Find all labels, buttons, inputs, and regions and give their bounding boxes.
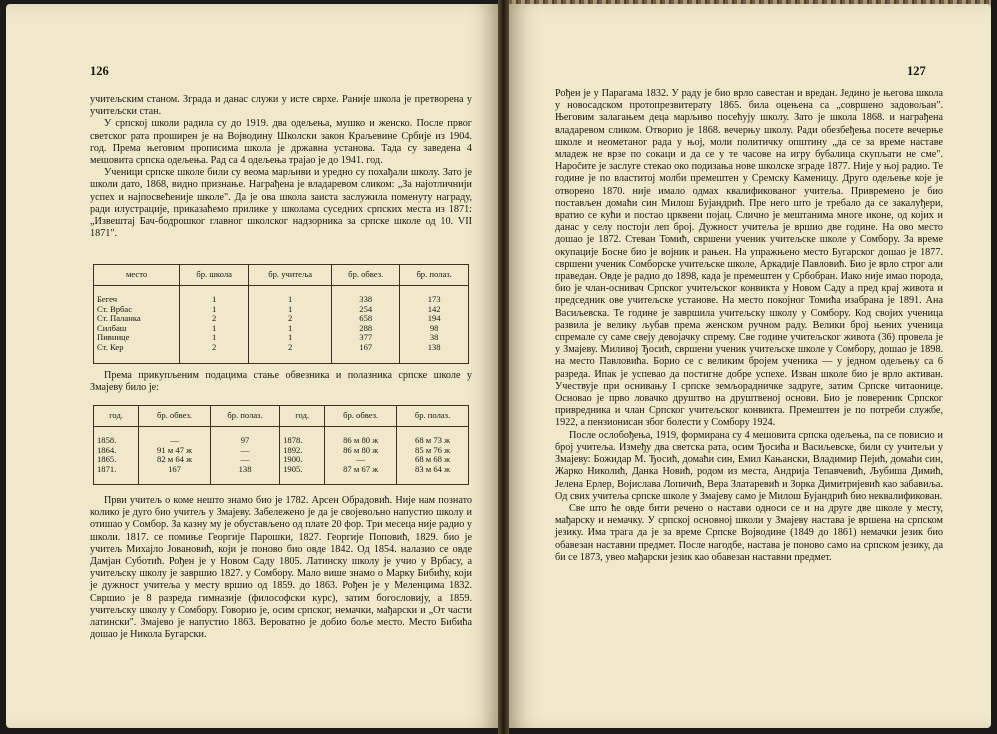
cell: 288 — [332, 324, 400, 334]
cell: 87 м 67 ж — [325, 465, 397, 485]
cell: 142 — [400, 305, 469, 315]
cell: 1 — [249, 286, 332, 305]
right-text — [555, 88, 943, 564]
cell: 1 — [180, 305, 249, 315]
cell: 91 м 47 ж — [139, 446, 211, 456]
table-row — [94, 314, 469, 324]
column-header: год. — [94, 406, 139, 427]
cell: 338 — [332, 286, 400, 305]
cell: 194 — [400, 314, 469, 324]
column-header: бр. обвез. — [332, 265, 400, 286]
cell: 2 — [180, 314, 249, 324]
table-row — [94, 324, 469, 334]
cell: 2 — [249, 343, 332, 363]
cell: 1871. — [94, 465, 139, 485]
paragraph: Први учитељ о коме нешто знамо био је 1782. Арсен Обрадовић. Није нам познато колико је дуго био учитељ у Змајеву. Забележено је да је својевољно напустио школу и отишао у Сомбор. За казну му је обустављено од плате 20 фор. Три месеца није радио у школи. 1817. се помиње Георгије Парошки, 1827. Георгије Поповић, 1829. био је учитељ Михајло Јовановић, који је поново био овде 1842. Од 1854. налазио се овде Дамјан Суботић. Рођен је у Новом Саду 1805. Латинску школу је учио у Врбасу, а учитељску школу је завршио 1827. у Сомбору. Мало више знамо о Марку Бибићу, који је дужност учитеља у месту вршио од 1859. до 1863. Рођен је у Меленцима 1832. Свршио је 8 разреда гимназије (философски курс), затим богословију, а 1859. учитељску школу у Сомбору. Говорио је, осим српског, немачки, мађарски и „От части латински". Змајево је напустио 1863. Вероватно је добио боље место. Место Бибића дошао је Никола Бугарски. — [90, 495, 472, 641]
cell: 83 м 64 ж — [397, 465, 469, 485]
table-row — [94, 286, 469, 305]
cell: — — [210, 455, 279, 465]
cell: 98 — [400, 324, 469, 334]
cell: 68 м 68 ж — [397, 455, 469, 465]
cell: 38 — [400, 333, 469, 343]
paragraph: Према прикупљеним подацима стање обвезника и полазника српске школе у Змајеву било је: — [90, 370, 472, 394]
paragraph: После ослобођења, 1919, формирана су 4 мешовита српска одељења, па се повисио и број учитеља. Између два светска рата, осим Ђосића и Васиљевске, били су учитељи у Змајеву: Божидар М. Ђосић, домаћи син, Емил Кањански, Владимир Пејић, домаћи син, Жарко Николић, Данка Новић, родом из места, Андрија Тепавчевић, Љубиша Димић, Јелена Ерлер, Војислава Лопичић, Вера Златаревић и Зорка Димитријевић као забавиља. Од свих учитеља српске школе у Змајеву само је Милош Бујандрић био неквалификован. — [555, 429, 943, 502]
column-header: бр. полаз. — [400, 265, 469, 286]
cell: 1864. — [94, 446, 139, 456]
cell: 1 — [249, 324, 332, 334]
cell: — — [210, 446, 279, 456]
cell: Бегеч — [94, 286, 180, 305]
cell: 167 — [332, 343, 400, 363]
table-row — [94, 343, 469, 363]
cell: 82 м 64 ж — [139, 455, 211, 465]
book-gutter — [498, 0, 509, 734]
cell: 68 м 73 ж — [397, 427, 469, 446]
column-header: место — [94, 265, 180, 286]
cell: 1865. — [94, 455, 139, 465]
cell: Ст. Паланка — [94, 314, 180, 324]
cell: 1905. — [280, 465, 325, 485]
right-page — [509, 4, 991, 728]
cell: 138 — [210, 465, 279, 485]
paragraph: Рођен је у Парагама 1832. У раду је био врло савестан и вредан. Једино је његова школа у новосадском протопрезвитерату 1865. била оцењена са „совршено задовољан". Његовим залагањем деца марљиво посећују школу. Зато је школа 1868. и награђена владаревом сликом. Отворио је 1868. вечерњу школу. Ради обезбеђења посете вечерње школе и неометаног рада у њој, моли политичку општину „да се за време наставе младеж не врзе по сокаци и да се у те часове на игру бубалица скупљати не сме". Нароčите је заслуге стекао око подизања нове школске зграде 1877. Није у њој радио. Те године је по властитој молби премештен у Сремску Каменицу. Друго одељење које је отворено 1870. није имало одмах квалификованог учитеља. Привремено је био постављен домаћи син Милош Бујандрић. Пре него што је требало да се закалуђери, вратио се кући и постао црквени појац. Слично је мештанима многе иконе, од којих и данас у селу постоји леп број. Дужност учитеља је вршио две године. На ово место дошао је 1872. Стеван Томић, свршени ученик учитељске школе у Сомбору. За време окупације Босне био је војник и рањен. На упражњено место Бугарског дошао је 1877. свршени ученик Сомборске учитељске школе, Аркадије Павловић. Био је врло строг али праведан. Овде је радио до 1898, када је премештен у Србобран. Иако није имао порода, био је члан-оснивач Српског учитељског конвикта у Новом Саду а пред крај живота и председник ове учитељске установе. На место покојног Томића изабрана је 1891. Ана Васиљевска. Те године је завршила учитељску школу у Сомбору. Код својих ученица развила је велику љубав према женском ручном раду. Велики број њених ученица спремале су саме свеју девојачку спрему. Све године учитељског живота (36) провела је у Змајеву. Миливој Ђосић, свршени ученик учитељске школе у Сомбору, дошао је 1898. на место Павловића. Борио се с великим бројем ученика — у једном одељењу са 6 разреда. Ипак је успевао да постигне добре успехе. Изван школе био је врло активан. Учествује при оснивању I српске земљорадничке задруге, затим Српске читаонице. Основао је прво ловачко друштво на друштвеној основи. Био је повереник Српског привредника и члан Српског учитељског конвикта. Премештен је по потреби службе, 1922, а пензионисан због болести у Сомбору 1924. — [555, 88, 943, 429]
paragraph: учитељским станом. Зграда и данас служи у исте сврхе. Раније школа је претворена у учитељски стан. — [90, 94, 472, 118]
column-header: бр. школа — [180, 265, 249, 286]
enrollment-table — [93, 405, 469, 485]
cell: 1878. — [280, 427, 325, 446]
cell: 1 — [180, 333, 249, 343]
cell: 97 — [210, 427, 279, 446]
paragraph: Ученици српске школе били су веома марљиви и уредно су похађали школу. Зато је школи дато, 1868, видно признање. Награђена је владаревом сликом: „За најотличнији успех и најпосвећеније школе". Да је ова школа заиста заслужила поменуту награду, ради илустрације, приказаћемо прилике у школама суседних српских места из 1871: „Извештај Бач-бодрошког главног школског надзорника за српске школе од 10. VII 1871". — [90, 167, 472, 240]
cell: 1900. — [280, 455, 325, 465]
cell: 1 — [249, 333, 332, 343]
cell: 86 м 80 ж — [325, 446, 397, 456]
cell: 85 м 76 ж — [397, 446, 469, 456]
cell: Ст. Врбас — [94, 305, 180, 315]
page-number-right: 127 — [907, 64, 926, 78]
table-row — [94, 446, 469, 456]
cell: 86 м 80 ж — [325, 427, 397, 446]
cell: 167 — [139, 465, 211, 485]
cell: — — [325, 455, 397, 465]
cell: 377 — [332, 333, 400, 343]
cell: Ст. Кер — [94, 343, 180, 363]
cell: Силбаш — [94, 324, 180, 334]
column-header: бр. полаз. — [210, 406, 279, 427]
left-text-mid — [90, 370, 472, 394]
column-header: бр. обвез. — [325, 406, 397, 427]
table-row — [94, 455, 469, 465]
cell: Пивнице — [94, 333, 180, 343]
cell: 1 — [180, 324, 249, 334]
cell: 254 — [332, 305, 400, 315]
table-row — [94, 465, 469, 485]
cell: 1858. — [94, 427, 139, 446]
table-row — [94, 427, 469, 446]
cell: 1 — [249, 305, 332, 315]
left-page — [6, 4, 498, 728]
column-header: год. — [280, 406, 325, 427]
cell: 138 — [400, 343, 469, 363]
cell: 2 — [249, 314, 332, 324]
left-text-bottom — [90, 495, 472, 641]
table-row — [94, 305, 469, 315]
cell: 1 — [180, 286, 249, 305]
schools-table — [93, 264, 469, 364]
cell: 658 — [332, 314, 400, 324]
column-header: бр. полаз. — [397, 406, 469, 427]
page-number-left: 126 — [90, 64, 109, 78]
table-row — [94, 333, 469, 343]
left-text-top — [90, 94, 472, 240]
paragraph: Све што ће овде бити речено о настави односи се и на друге две школе у месту, мађарску и немачку. У српској основној школи у Змајеву настава је вршена на српском језику. Има трага да је за време Српске Војводине (1849 до 1861) немачки језик био обавезан наставни предмет. После нагодбе, настава је поново само на српском језику, да би се 1873, увео мађарски језик као обавезан наставни предмет. — [555, 502, 943, 563]
cell: 2 — [180, 343, 249, 363]
cell: 1892. — [280, 446, 325, 456]
cell: — — [139, 427, 211, 446]
column-header: бр. обвез. — [139, 406, 211, 427]
cell: 173 — [400, 286, 469, 305]
column-header: бр. учитеља — [249, 265, 332, 286]
paragraph: У српској школи радила су до 1919. два одељења, мушко и женско. После првог светског рата проширен је на Војводину Школски закон Краљевине Србије из 1904. год. Према његовим прописима школа је државна установа. Тада су заведена 4 мешовита српска одељења. Рад са 4 одељења трајао је до 1941. год. — [90, 118, 472, 167]
